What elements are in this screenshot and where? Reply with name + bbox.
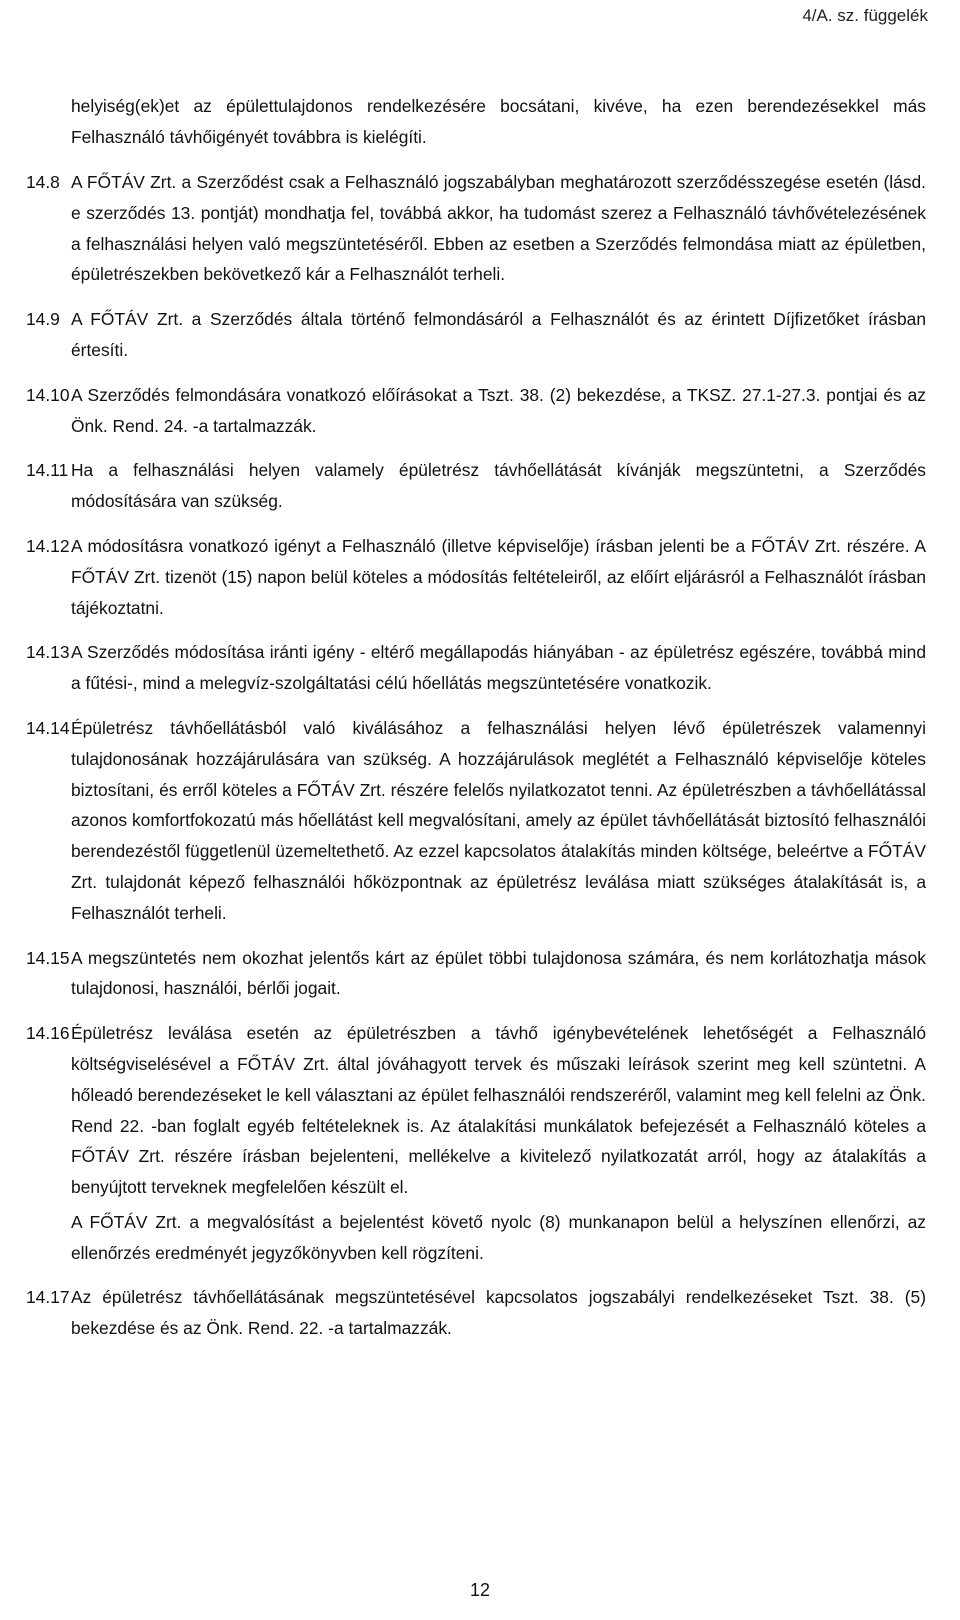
section-body (71, 713, 926, 929)
document-body (26, 74, 926, 1358)
section-14-16 (26, 1018, 926, 1268)
section-paragraph: Az épületrész távhőellátásának megszüntetésével kapcsolatos jogszabályi rendelkezéseket Tszt. 38. (5) bekezdése és az Önk. Rend. 22. -a tartalmazzák. (71, 1287, 926, 1339)
section-14-11 (26, 455, 926, 517)
section-14-8 (26, 167, 926, 290)
section-paragraph: A megszüntetés nem okozhat jelentős kárt az épület többi tulajdonosa számára, és nem korlátozhatja mások tulajdonosi, használói, bérlői jogait. (71, 947, 926, 999)
section-paragraph: Épületrész leválása esetén az épületrészben a távhő igénybevételének lehetőségét a Felhasználó költségviselésével a FŐTÁV Zrt. által jóváhagyott tervek és műszaki leírások szerint meg kell szüntetni. A hőleadó berendezéseket le kell választani az épület felhasználói rendszeréről, valamint meg kell felelni az Önk. Rend 22. -ban foglalt egyéb feltételeknek is. Az átalakítási munkálatok befejezését a Felhasználó köteles a FŐTÁV Zrt. részére írásban bejelenteni, mellékelve a kivitelező nyilatkozatát arról, hogy az átalakítás a benyújtott terveknek megfelelően készült el. (71, 1023, 926, 1198)
section-paragraph: Ha a felhasználási helyen valamely épületrész távhőellátását kívánják megszüntetni, a Szerződés módosítására van szükség. (71, 460, 926, 512)
section-14-15 (26, 943, 926, 1005)
section-number: 14.13 (26, 642, 70, 663)
section-number: 14.14 (26, 717, 70, 738)
section-number: 14.11 (26, 460, 69, 481)
appendix-label: 4/A. sz. függelék (802, 6, 928, 25)
section-number: 14.9 (26, 309, 60, 330)
section-body (71, 1018, 926, 1268)
continuation-paragraph: helyiség(ek)et az épülettulajdonos rendelkezésére bocsátani, kivéve, ha ezen berendezésekkel más Felhasználó távhőigényét továbbra is kielégíti. (71, 96, 926, 148)
section-paragraph: Épületrész távhőellátásból való kiválásához a felhasználási helyen lévő épületrészek valamennyi tulajdonosának hozzájárulására van szükség. A hozzájárulások meglétét a Felhasználó képviselője köteles biztosítani, és erről köteles a FŐTÁV Zrt. részére felelős nyilatkozatot tenni. Az épületrészben a távhőellátással azonos komfortfokozatú más hőellátást kell megvalósítani, amely az épület távhőellátását biztosító felhasználói berendezéstől függetlenül üzemeltethető. Az ezzel kapcsolatos átalakítás minden költsége, beleértve a FŐTÁV Zrt. tulajdonát képező felhasználói hőközpontnak az épületrész leválása miatt szükséges átalakítását is, a Felhasználót terheli. (71, 717, 926, 923)
section-number: 14.17 (26, 1287, 70, 1308)
section-number: 14.8 (26, 171, 60, 192)
section-14-12 (26, 531, 926, 623)
section-list (26, 167, 926, 1344)
section-body (71, 380, 926, 442)
section-number: 14.10 (26, 384, 70, 405)
section-body (71, 531, 926, 623)
section-paragraph: A Szerződés módosítása iránti igény - eltérő megállapodás hiányában - az épületrész egészére, továbbá mind a fűtési-, mind a melegvíz-szolgáltatási célú hőellátás megszüntetésére vonatkozik. (71, 642, 926, 694)
section-body (71, 455, 926, 517)
section-paragraph: A FŐTÁV Zrt. a Szerződés általa történő felmondásáról a Felhasználót és az érintett Díjfizetőket írásban értesíti. (71, 309, 926, 360)
section-paragraph: A FŐTÁV Zrt. a megvalósítást a bejelentést követő nyolc (8) munkanapon belül a helyszínen ellenőrzi, az ellenőrzés eredményét jegyzőkönyvben kell rögzíteni. (71, 1211, 926, 1263)
section-body (71, 943, 926, 1005)
page-number: 12 (469, 1580, 491, 1600)
section-body (71, 304, 926, 366)
section-number: 14.16 (26, 1023, 70, 1044)
section-number: 14.12 (26, 535, 70, 556)
section-14-14 (26, 713, 926, 929)
section-body (71, 1282, 926, 1344)
section-body (71, 637, 926, 699)
section-14-13 (26, 637, 926, 699)
section-14-10 (26, 380, 926, 442)
section-paragraph: A Szerződés felmondására vonatkozó előírásokat a Tszt. 38. (2) bekezdése, a TKSZ. 27.1-27.3. pontjai és az Önk. Rend. 24. -a tartalmazzák. (71, 384, 926, 436)
section-body (71, 167, 926, 290)
section-paragraph: A FŐTÁV Zrt. a Szerződést csak a Felhasználó jogszabályban meghatározott szerződésszegése esetén (lásd. e szerződés 13. pontját) mondhatja fel, továbbá akkor, ha tudomást szerez a Felhasználó távhővételezésének a felhasználási helyen való megszüntetéséről. Ebben az esetben a Szerződés felmondása miatt az épületben, épületrészekben bekövetkező kár a Felhasználót terheli. (71, 171, 926, 285)
section-14-17 (26, 1282, 926, 1344)
section-paragraph: A módosításra vonatkozó igényt a Felhasználó (illetve képviselője) írásban jelenti be a FŐTÁV Zrt. részére. A FŐTÁV Zrt. tizenöt (15) napon belül köteles a módosítás feltételeiről, az előírt eljárásról a Felhasználót írásban tájékoztatni. (71, 535, 926, 618)
section-14-9 (26, 304, 926, 366)
section-number: 14.15 (26, 947, 70, 968)
